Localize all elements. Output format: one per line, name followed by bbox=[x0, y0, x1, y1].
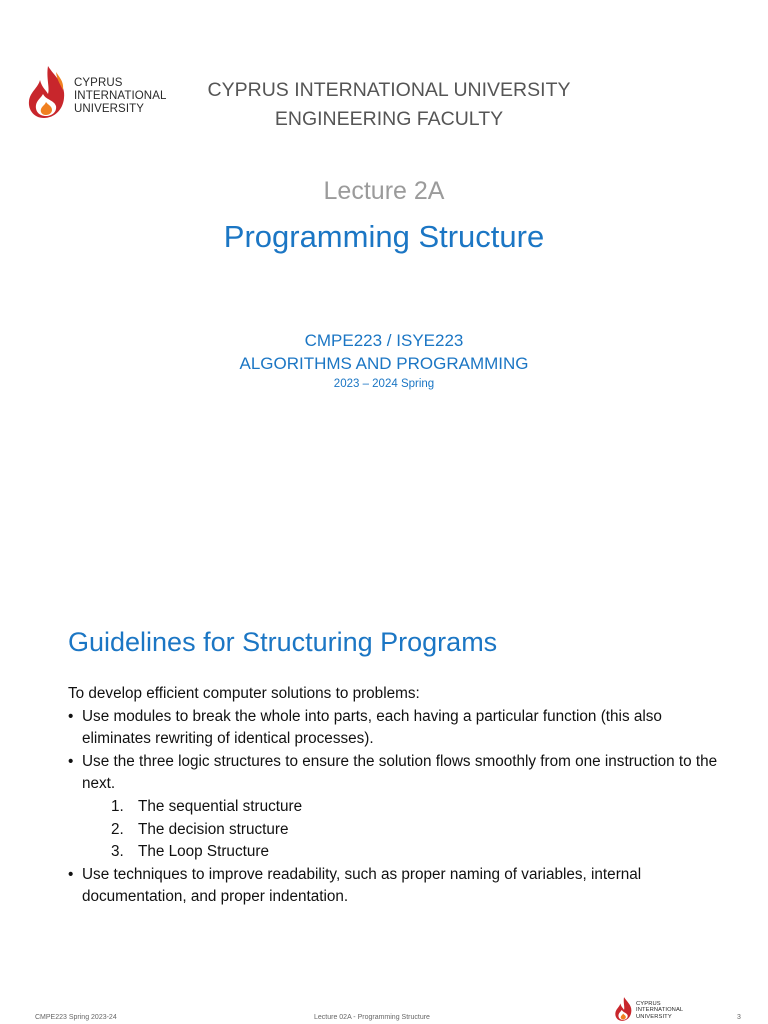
page-number: 3 bbox=[737, 1014, 741, 1021]
bullet-icon: • bbox=[68, 707, 74, 725]
lecture-number: Lecture 2A bbox=[323, 177, 445, 205]
faculty-name: ENGINEERING FACULTY bbox=[274, 108, 504, 130]
item-number: 1. bbox=[111, 797, 124, 815]
item-text: The decision structure bbox=[138, 820, 289, 838]
flame-logo-icon bbox=[26, 64, 70, 120]
structure-list bbox=[82, 796, 718, 864]
guideline-list bbox=[68, 706, 718, 909]
footer-logo bbox=[614, 996, 704, 1024]
slide-title: Guidelines for Structuring Programs bbox=[68, 627, 498, 657]
list-item bbox=[82, 796, 718, 819]
logo-wordmark: CYPRUS INTERNATIONAL UNIVERSITY bbox=[636, 1001, 684, 1020]
slide-body bbox=[68, 683, 718, 909]
course-term: 2023 – 2024 Spring bbox=[333, 378, 435, 390]
course-code: CMPE223 / ISYE223 bbox=[304, 331, 464, 350]
course-info bbox=[0, 329, 768, 393]
bullet-icon: • bbox=[68, 865, 74, 883]
course-name: ALGORITHMS AND PROGRAMMING bbox=[239, 354, 529, 373]
bullet-icon: • bbox=[68, 752, 74, 770]
item-text: The Loop Structure bbox=[138, 843, 269, 861]
university-name: CYPRUS INTERNATIONAL UNIVERSITY bbox=[207, 79, 571, 101]
footer-lecture: Lecture 02A - Programming Structure bbox=[314, 1014, 430, 1021]
logo-wordmark: CYPRUS INTERNATIONAL UNIVERSITY bbox=[74, 77, 167, 115]
lecture-title: Programming Structure bbox=[223, 219, 545, 254]
list-item bbox=[82, 819, 718, 842]
item-number: 3. bbox=[111, 843, 124, 861]
item-number: 2. bbox=[111, 820, 124, 838]
list-item bbox=[68, 864, 718, 909]
list-item bbox=[82, 841, 718, 864]
list-item bbox=[68, 751, 718, 864]
footer-course: CMPE223 Spring 2023-24 bbox=[35, 1014, 117, 1021]
bullet-text: Use modules to break the whole into parts, each having a particular function (this also eliminates rewriting of identical processes). bbox=[82, 707, 662, 748]
bullet-text: Use the three logic structures to ensure the solution flows smoothly from one instruction to the next. bbox=[82, 752, 718, 793]
intro-text: To develop efficient computer solutions to problems: bbox=[68, 685, 420, 702]
institution-header bbox=[150, 76, 628, 134]
flame-logo-icon bbox=[614, 996, 634, 1022]
list-item bbox=[68, 706, 718, 751]
bullet-text: Use techniques to improve readability, such as proper naming of variables, internal documentation, and proper indentation. bbox=[82, 865, 642, 906]
item-text: The sequential structure bbox=[138, 797, 303, 815]
